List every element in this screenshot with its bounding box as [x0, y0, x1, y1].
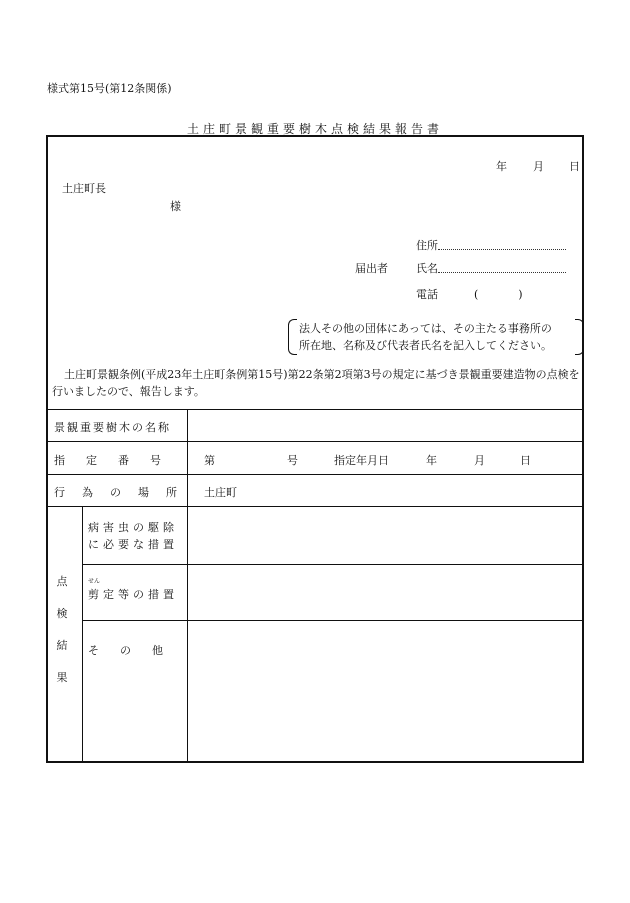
- inspection-char: 果: [56, 671, 68, 684]
- designation-number-label: 指 定 番 号: [54, 454, 166, 467]
- name-label: 氏名: [416, 262, 438, 275]
- address-label: 住所: [416, 239, 438, 252]
- date-day-label: 日: [569, 160, 580, 173]
- document-title: 土庄町景観重要樹木点検結果報告書: [186, 122, 443, 136]
- form-code: 様式第15号(第12条関係): [47, 82, 172, 95]
- applicant-label: 届出者: [355, 262, 388, 275]
- location-value[interactable]: 土庄町: [204, 486, 237, 499]
- addressee-honorific: 様: [170, 200, 181, 213]
- pruning-field[interactable]: [188, 565, 583, 619]
- table-line: [82, 506, 83, 762]
- address-field[interactable]: [438, 237, 566, 250]
- designation-date-label: 指定年月日: [334, 454, 389, 467]
- pest-control-field[interactable]: [188, 507, 583, 563]
- table-line: [47, 441, 584, 442]
- pruning-label: 剪定等の措置: [88, 588, 178, 601]
- designation-day: 日: [520, 454, 531, 467]
- inspection-char: 結: [56, 639, 68, 652]
- location-label: 行 為 の 場 所: [54, 486, 180, 499]
- inspection-result-label: [52, 566, 72, 694]
- pest-control-label-2: に必要な措置: [88, 538, 178, 551]
- corporate-note: [288, 319, 584, 355]
- note-bracket-left: [288, 319, 297, 355]
- other-field[interactable]: [188, 621, 583, 761]
- note-bracket-right: [575, 319, 584, 355]
- addressee-town-head: 土庄町長: [62, 182, 106, 195]
- designation-no-suffix: 号: [287, 454, 298, 467]
- designation-month: 月: [474, 454, 485, 467]
- table-line: [47, 474, 584, 475]
- designation-year: 年: [426, 454, 437, 467]
- date-year-label: 年: [496, 160, 507, 173]
- other-label: そ の 他: [88, 644, 168, 657]
- date-month-label: 月: [533, 160, 544, 173]
- inspection-char: 検: [56, 607, 68, 620]
- report-statement: 土庄町景観条例(平成23年土庄町条例第15号)第22条第2項第3号の規定に基づき景観重要建造物の点検を行いましたので、報告します。: [52, 368, 580, 398]
- phone-field[interactable]: ( ): [474, 288, 529, 301]
- pest-control-label-1: 病害虫の駆除: [88, 521, 178, 534]
- tree-name-label: 景観重要樹木の名称: [54, 421, 171, 434]
- note-line-1: 法人その他の団体にあっては、その主たる事務所の: [299, 322, 552, 335]
- designation-no-prefix: 第: [204, 454, 215, 467]
- tree-name-field[interactable]: [188, 410, 583, 441]
- pruning-ruby: せん: [88, 578, 101, 585]
- phone-label: 電話: [416, 288, 438, 301]
- name-field[interactable]: [438, 260, 566, 273]
- note-line-2: 所在地、名称及び代表者氏名を記入してください。: [299, 339, 552, 352]
- inspection-char: 点: [56, 575, 68, 588]
- note-text: [299, 320, 552, 354]
